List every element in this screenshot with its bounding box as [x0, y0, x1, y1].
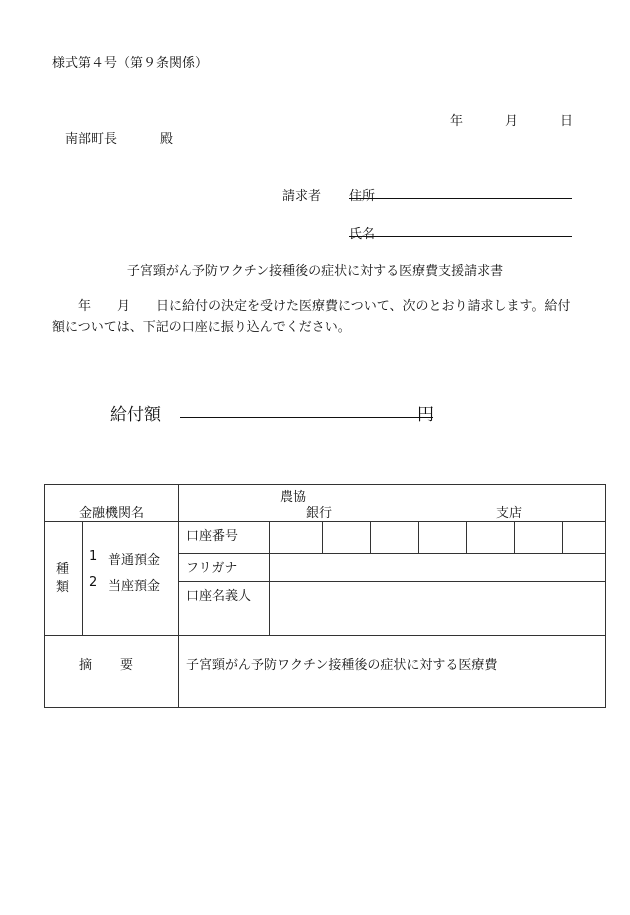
bank-account-table: [44, 484, 606, 708]
date-month-label: 月: [505, 114, 519, 129]
amount-unit: 円: [417, 405, 434, 425]
branch-label: 支店: [496, 506, 523, 521]
document-title: 子宮頸がん予防ワクチン接種後の症状に対する医療費支援請求書: [126, 264, 504, 279]
bank-label: 銀行: [306, 506, 333, 521]
summary-value: 子宮頸がん予防ワクチン接種後の症状に対する医療費: [186, 658, 498, 673]
amount-underline[interactable]: [180, 417, 433, 418]
institution-name-field[interactable]: [179, 485, 604, 520]
addressee-honorific: 殿: [160, 132, 174, 147]
furigana-field[interactable]: [270, 554, 605, 581]
summary-label-2: 要: [120, 658, 134, 673]
type-2-number: 2: [89, 575, 98, 590]
name-label: 氏名: [349, 227, 376, 242]
body-paragraph: 日に給付の決定を受けた医療費について、次のとおり請求します。給付額については、下記の口座に振り込んでください。: [52, 299, 571, 335]
body-text: [52, 296, 577, 338]
nokyo-label: 農協: [280, 490, 307, 505]
account-type-label-1: 種: [56, 562, 70, 577]
name-underline[interactable]: [349, 236, 572, 237]
address-label: 住所: [349, 189, 376, 204]
date-year-label: 年: [450, 114, 464, 129]
body-month-label: 月: [117, 299, 131, 314]
amount-label: 給付額: [110, 405, 161, 425]
account-type-label-2: 類: [56, 580, 70, 595]
summary-label-1: 摘: [79, 658, 93, 673]
type-1-number: 1: [89, 549, 98, 564]
addressee-name: 南部町長: [65, 132, 118, 147]
account-holder-field[interactable]: [270, 582, 605, 635]
date-line: [440, 110, 580, 129]
account-holder-label: 口座名義人: [186, 589, 252, 604]
form-number: 様式第４号（第９条関係）: [52, 56, 209, 71]
account-number-label: 口座番号: [186, 529, 239, 544]
account-number-field[interactable]: [270, 522, 605, 553]
type-1-label[interactable]: 普通預金: [108, 553, 161, 568]
furigana-label: フリガナ: [186, 561, 238, 576]
claimant-label: 請求者: [282, 189, 322, 204]
body-year-label: 年: [78, 299, 92, 314]
institution-header: 金融機関名: [79, 506, 145, 521]
address-underline[interactable]: [349, 198, 572, 199]
type-2-label[interactable]: 当座預金: [108, 579, 161, 594]
date-day-label: 日: [560, 114, 574, 129]
